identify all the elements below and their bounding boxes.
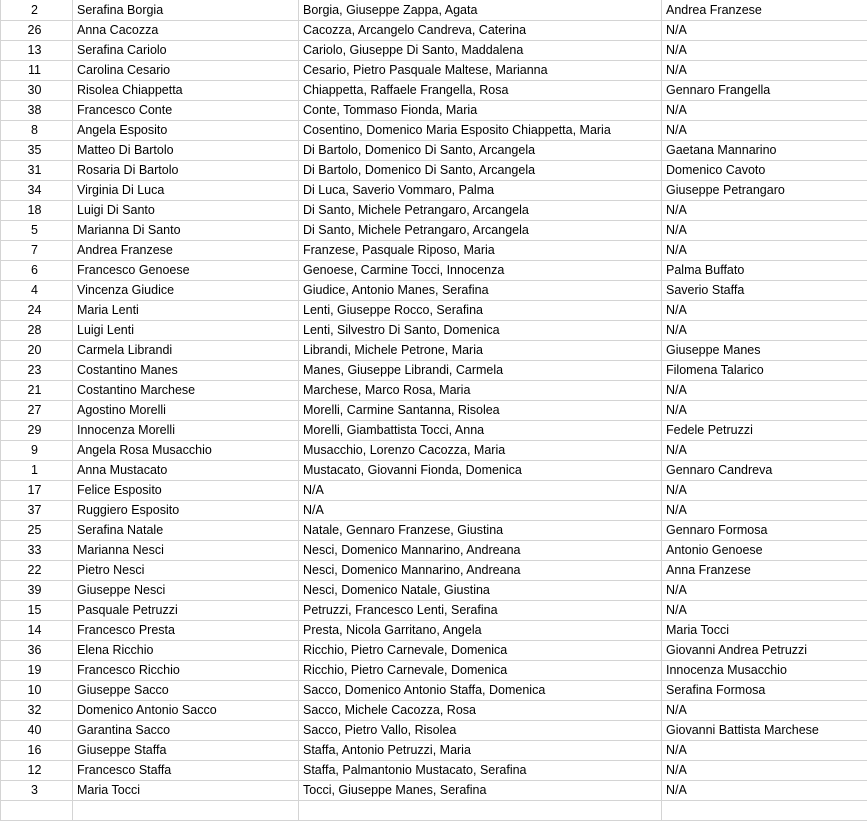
table-row	[1, 541, 867, 561]
cell-name[interactable]: Carolina Cesario	[73, 61, 299, 81]
cell-spouse[interactable]: Serafina Formosa	[662, 681, 867, 701]
cell-spouse[interactable]: N/A	[662, 381, 867, 401]
table-row	[1, 41, 867, 61]
cell-spouse[interactable]: N/A	[662, 101, 867, 121]
cell-parents[interactable]: Natale, Gennaro Franzese, Giustina	[299, 521, 662, 541]
cell-id[interactable]: 2	[1, 0, 73, 21]
cell-name[interactable]: Carmela Librandi	[73, 341, 299, 361]
table-row	[1, 641, 867, 661]
cell-name[interactable]: Francesco Staffa	[73, 761, 299, 781]
cell-spouse[interactable]: N/A	[662, 581, 867, 601]
cell-parents[interactable]: Sacco, Pietro Vallo, Risolea	[299, 721, 662, 741]
table-row	[1, 21, 867, 41]
cell-parents[interactable]: N/A	[299, 501, 662, 521]
cell-parents[interactable]: Chiappetta, Raffaele Frangella, Rosa	[299, 81, 662, 101]
table-row	[1, 701, 867, 721]
cell-name[interactable]: Anna Cacozza	[73, 21, 299, 41]
cell-id[interactable]: 17	[1, 481, 73, 501]
table-row	[1, 561, 867, 581]
table-row	[1, 621, 867, 641]
cell-parents[interactable]: Nesci, Domenico Natale, Giustina	[299, 581, 662, 601]
cell-id[interactable]: 39	[1, 581, 73, 601]
cell-spouse[interactable]: Innocenza Musacchio	[662, 661, 867, 681]
table-row	[1, 141, 867, 161]
cell-name[interactable]: Giuseppe Staffa	[73, 741, 299, 761]
cell-name[interactable]: Marianna Nesci	[73, 541, 299, 561]
table-row	[1, 761, 867, 781]
cell-id[interactable]: 19	[1, 661, 73, 681]
cell-id[interactable]: 15	[1, 601, 73, 621]
table-row	[1, 81, 867, 101]
cell-id[interactable]: 12	[1, 761, 73, 781]
table-row	[1, 341, 867, 361]
table-row	[1, 801, 867, 821]
table-row	[1, 281, 867, 301]
cell-id[interactable]: 11	[1, 61, 73, 81]
cell-spouse[interactable]: Giovanni Andrea Petruzzi	[662, 641, 867, 661]
cell-id[interactable]: 28	[1, 321, 73, 341]
cell-spouse[interactable]: Giuseppe Petrangaro	[662, 181, 867, 201]
cell-id[interactable]: 31	[1, 161, 73, 181]
cell-spouse[interactable]: N/A	[662, 781, 867, 801]
cell-name[interactable]: Giuseppe Nesci	[73, 581, 299, 601]
table-row	[1, 601, 867, 621]
cell-name[interactable]: Serafina Natale	[73, 521, 299, 541]
table-row	[1, 461, 867, 481]
cell-id[interactable]: 5	[1, 221, 73, 241]
table-row	[1, 61, 867, 81]
cell-id[interactable]	[1, 801, 73, 821]
cell-spouse[interactable]: Fedele Petruzzi	[662, 421, 867, 441]
cell-id[interactable]: 35	[1, 141, 73, 161]
cell-name[interactable]: Francesco Ricchio	[73, 661, 299, 681]
cell-id[interactable]: 26	[1, 21, 73, 41]
table-row	[1, 401, 867, 421]
cell-id[interactable]: 40	[1, 721, 73, 741]
cell-spouse[interactable]: Antonio Genoese	[662, 541, 867, 561]
table-row	[1, 421, 867, 441]
cell-name[interactable]: Anna Mustacato	[73, 461, 299, 481]
cell-parents[interactable]: Di Bartolo, Domenico Di Santo, Arcangela	[299, 141, 662, 161]
cell-name[interactable]: Angela Esposito	[73, 121, 299, 141]
cell-id[interactable]: 1	[1, 461, 73, 481]
cell-spouse[interactable]: N/A	[662, 741, 867, 761]
table-row	[1, 681, 867, 701]
cell-name[interactable]: Garantina Sacco	[73, 721, 299, 741]
cell-parents[interactable]: Cariolo, Giuseppe Di Santo, Maddalena	[299, 41, 662, 61]
table-row	[1, 161, 867, 181]
table-row	[1, 321, 867, 341]
cell-name[interactable]: Felice Esposito	[73, 481, 299, 501]
cell-parents[interactable]: Lenti, Giuseppe Rocco, Serafina	[299, 301, 662, 321]
cell-parents[interactable]: Ricchio, Pietro Carnevale, Domenica	[299, 661, 662, 681]
cell-spouse[interactable]: N/A	[662, 201, 867, 221]
cell-spouse[interactable]: N/A	[662, 761, 867, 781]
table-row	[1, 521, 867, 541]
cell-id[interactable]: 32	[1, 701, 73, 721]
cell-id[interactable]: 10	[1, 681, 73, 701]
cell-name[interactable]: Virginia Di Luca	[73, 181, 299, 201]
cell-id[interactable]: 25	[1, 521, 73, 541]
cell-name[interactable]: Rosaria Di Bartolo	[73, 161, 299, 181]
cell-parents[interactable]: Lenti, Silvestro Di Santo, Domenica	[299, 321, 662, 341]
cell-parents[interactable]: Giudice, Antonio Manes, Serafina	[299, 281, 662, 301]
cell-id[interactable]: 38	[1, 101, 73, 121]
cell-parents[interactable]: Staffa, Palmantonio Mustacato, Serafina	[299, 761, 662, 781]
cell-spouse[interactable]: N/A	[662, 61, 867, 81]
cell-parents[interactable]: Nesci, Domenico Mannarino, Andreana	[299, 561, 662, 581]
cell-parents[interactable]: Conte, Tommaso Fionda, Maria	[299, 101, 662, 121]
cell-spouse[interactable]: N/A	[662, 701, 867, 721]
cell-spouse[interactable]: Gennaro Formosa	[662, 521, 867, 541]
cell-id[interactable]: 29	[1, 421, 73, 441]
cell-parents[interactable]: Genoese, Carmine Tocci, Innocenza	[299, 261, 662, 281]
cell-name[interactable]: Pasquale Petruzzi	[73, 601, 299, 621]
cell-spouse[interactable]: N/A	[662, 301, 867, 321]
cell-parents[interactable]: Ricchio, Pietro Carnevale, Domenica	[299, 641, 662, 661]
cell-spouse[interactable]: Gaetana Mannarino	[662, 141, 867, 161]
cell-name[interactable]: Domenico Antonio Sacco	[73, 701, 299, 721]
spreadsheet-body	[1, 0, 867, 821]
cell-spouse[interactable]: N/A	[662, 321, 867, 341]
table-row	[1, 121, 867, 141]
cell-name[interactable]: Serafina Cariolo	[73, 41, 299, 61]
cell-spouse[interactable]	[662, 801, 867, 821]
cell-name[interactable]: Maria Lenti	[73, 301, 299, 321]
table-row	[1, 741, 867, 761]
cell-parents[interactable]: Cacozza, Arcangelo Candreva, Caterina	[299, 21, 662, 41]
cell-name[interactable]: Agostino Morelli	[73, 401, 299, 421]
cell-spouse[interactable]: Domenico Cavoto	[662, 161, 867, 181]
cell-spouse[interactable]: N/A	[662, 221, 867, 241]
cell-parents[interactable]: Nesci, Domenico Mannarino, Andreana	[299, 541, 662, 561]
cell-parents[interactable]: Musacchio, Lorenzo Cacozza, Maria	[299, 441, 662, 461]
table-row	[1, 381, 867, 401]
cell-name[interactable]: Andrea Franzese	[73, 241, 299, 261]
cell-spouse[interactable]: Anna Franzese	[662, 561, 867, 581]
cell-name[interactable]: Costantino Marchese	[73, 381, 299, 401]
cell-name[interactable]: Francesco Genoese	[73, 261, 299, 281]
table-row	[1, 101, 867, 121]
table-row	[1, 221, 867, 241]
cell-spouse[interactable]: N/A	[662, 241, 867, 261]
cell-spouse[interactable]: Palma Buffato	[662, 261, 867, 281]
cell-parents[interactable]: Manes, Giuseppe Librandi, Carmela	[299, 361, 662, 381]
table-row	[1, 501, 867, 521]
cell-id[interactable]: 27	[1, 401, 73, 421]
table-row	[1, 661, 867, 681]
cell-parents[interactable]: Di Santo, Michele Petrangaro, Arcangela	[299, 201, 662, 221]
cell-spouse[interactable]: N/A	[662, 121, 867, 141]
cell-name[interactable]: Innocenza Morelli	[73, 421, 299, 441]
cell-parents[interactable]: Sacco, Michele Cacozza, Rosa	[299, 701, 662, 721]
cell-spouse[interactable]: Andrea Franzese	[662, 0, 867, 21]
cell-id[interactable]: 9	[1, 441, 73, 461]
cell-name[interactable]: Luigi Di Santo	[73, 201, 299, 221]
cell-id[interactable]: 4	[1, 281, 73, 301]
table-row	[1, 721, 867, 741]
cell-id[interactable]: 16	[1, 741, 73, 761]
cell-parents[interactable]: Staffa, Antonio Petruzzi, Maria	[299, 741, 662, 761]
cell-parents[interactable]: Librandi, Michele Petrone, Maria	[299, 341, 662, 361]
cell-parents[interactable]: Di Bartolo, Domenico Di Santo, Arcangela	[299, 161, 662, 181]
cell-id[interactable]: 34	[1, 181, 73, 201]
cell-name[interactable]: Serafina Borgia	[73, 0, 299, 21]
cell-parents[interactable]: Morelli, Carmine Santanna, Risolea	[299, 401, 662, 421]
table-row	[1, 441, 867, 461]
cell-name[interactable]: Maria Tocci	[73, 781, 299, 801]
cell-id[interactable]: 37	[1, 501, 73, 521]
cell-parents[interactable]: Franzese, Pasquale Riposo, Maria	[299, 241, 662, 261]
cell-id[interactable]: 21	[1, 381, 73, 401]
cell-name[interactable]: Pietro Nesci	[73, 561, 299, 581]
table-row	[1, 0, 867, 21]
cell-spouse[interactable]: N/A	[662, 601, 867, 621]
cell-name[interactable]: Elena Ricchio	[73, 641, 299, 661]
cell-spouse[interactable]: Gennaro Frangella	[662, 81, 867, 101]
cell-parents[interactable]: Di Santo, Michele Petrangaro, Arcangela	[299, 221, 662, 241]
table-row	[1, 361, 867, 381]
cell-name[interactable]: Marianna Di Santo	[73, 221, 299, 241]
cell-spouse[interactable]: N/A	[662, 501, 867, 521]
cell-id[interactable]: 22	[1, 561, 73, 581]
cell-parents[interactable]: Morelli, Giambattista Tocci, Anna	[299, 421, 662, 441]
cell-id[interactable]: 18	[1, 201, 73, 221]
cell-id[interactable]: 33	[1, 541, 73, 561]
cell-parents[interactable]: Mustacato, Giovanni Fionda, Domenica	[299, 461, 662, 481]
cell-name[interactable]: Risolea Chiappetta	[73, 81, 299, 101]
cell-id[interactable]: 6	[1, 261, 73, 281]
cell-id[interactable]: 7	[1, 241, 73, 261]
cell-spouse[interactable]: Maria Tocci	[662, 621, 867, 641]
cell-parents[interactable]: Sacco, Domenico Antonio Staffa, Domenica	[299, 681, 662, 701]
cell-parents[interactable]: Cosentino, Domenico Maria Esposito Chiappetta, Maria	[299, 121, 662, 141]
cell-parents[interactable]	[299, 801, 662, 821]
cell-parents[interactable]: Cesario, Pietro Pasquale Maltese, Marianna	[299, 61, 662, 81]
cell-name[interactable]	[73, 801, 299, 821]
cell-id[interactable]: 13	[1, 41, 73, 61]
table-row	[1, 241, 867, 261]
cell-id[interactable]: 24	[1, 301, 73, 321]
cell-name[interactable]: Vincenza Giudice	[73, 281, 299, 301]
table-row	[1, 781, 867, 801]
cell-id[interactable]: 3	[1, 781, 73, 801]
cell-parents[interactable]: Marchese, Marco Rosa, Maria	[299, 381, 662, 401]
cell-name[interactable]: Giuseppe Sacco	[73, 681, 299, 701]
cell-parents[interactable]: Borgia, Giuseppe Zappa, Agata	[299, 0, 662, 21]
table-row	[1, 261, 867, 281]
cell-id[interactable]: 8	[1, 121, 73, 141]
cell-parents[interactable]: N/A	[299, 481, 662, 501]
cell-parents[interactable]: Petruzzi, Francesco Lenti, Serafina	[299, 601, 662, 621]
cell-spouse[interactable]: N/A	[662, 401, 867, 421]
cell-name[interactable]: Angela Rosa Musacchio	[73, 441, 299, 461]
cell-name[interactable]: Matteo Di Bartolo	[73, 141, 299, 161]
cell-name[interactable]: Ruggiero Esposito	[73, 501, 299, 521]
table-row	[1, 301, 867, 321]
cell-name[interactable]: Francesco Conte	[73, 101, 299, 121]
table-row	[1, 201, 867, 221]
cell-name[interactable]: Costantino Manes	[73, 361, 299, 381]
cell-name[interactable]: Francesco Presta	[73, 621, 299, 641]
cell-parents[interactable]: Presta, Nicola Garritano, Angela	[299, 621, 662, 641]
cell-spouse[interactable]: Giovanni Battista Marchese	[662, 721, 867, 741]
cell-parents[interactable]: Di Luca, Saverio Vommaro, Palma	[299, 181, 662, 201]
cell-id[interactable]: 36	[1, 641, 73, 661]
cell-spouse[interactable]: N/A	[662, 41, 867, 61]
cell-spouse[interactable]: Saverio Staffa	[662, 281, 867, 301]
cell-id[interactable]: 14	[1, 621, 73, 641]
cell-spouse[interactable]: N/A	[662, 441, 867, 461]
cell-spouse[interactable]: Giuseppe Manes	[662, 341, 867, 361]
cell-spouse[interactable]: Gennaro Candreva	[662, 461, 867, 481]
cell-id[interactable]: 23	[1, 361, 73, 381]
cell-name[interactable]: Luigi Lenti	[73, 321, 299, 341]
cell-spouse[interactable]: Filomena Talarico	[662, 361, 867, 381]
cell-parents[interactable]: Tocci, Giuseppe Manes, Serafina	[299, 781, 662, 801]
cell-id[interactable]: 20	[1, 341, 73, 361]
cell-spouse[interactable]: N/A	[662, 21, 867, 41]
table-row	[1, 481, 867, 501]
cell-id[interactable]: 30	[1, 81, 73, 101]
table-row	[1, 581, 867, 601]
table-row	[1, 181, 867, 201]
cell-spouse[interactable]: N/A	[662, 481, 867, 501]
